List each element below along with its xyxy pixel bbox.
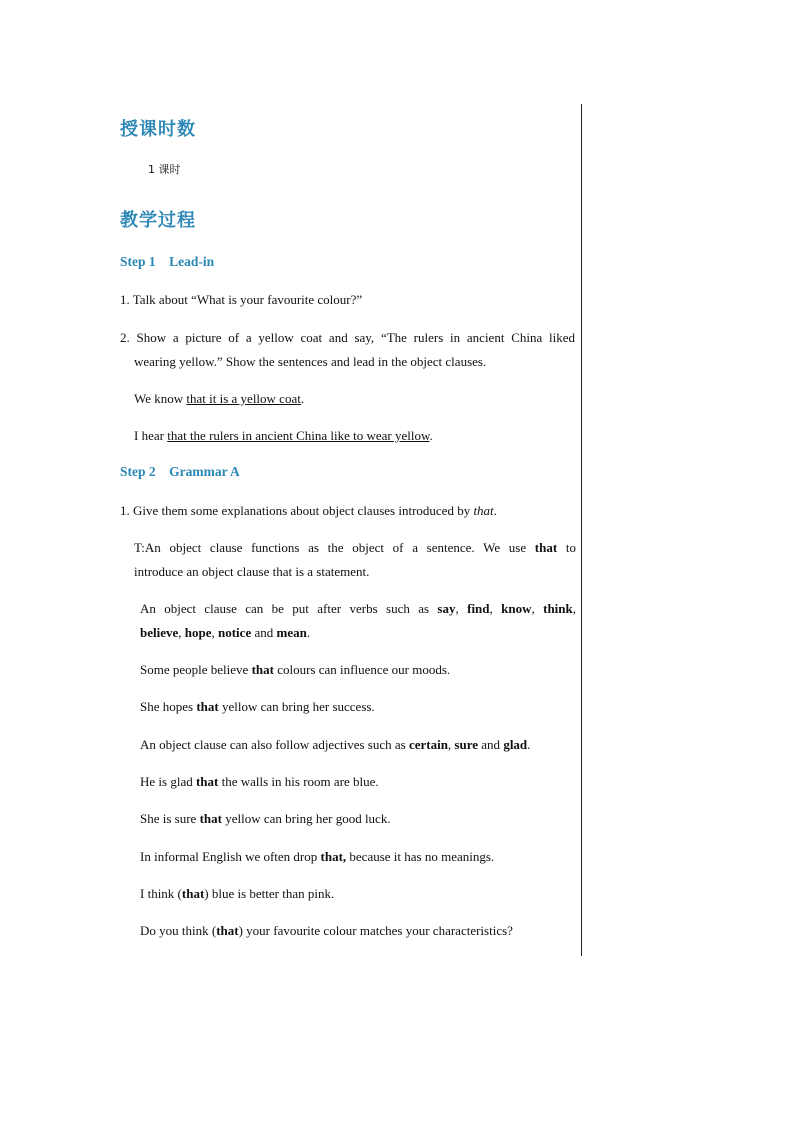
dot: . bbox=[527, 737, 531, 752]
verb-mean: mean bbox=[276, 625, 307, 640]
example-think bbox=[140, 882, 334, 906]
bold-that: that bbox=[196, 699, 219, 714]
underlined-clause: that it is a yellow coat bbox=[186, 391, 301, 406]
sep: , bbox=[447, 737, 455, 752]
verbs-line2 bbox=[140, 621, 310, 645]
verb-say: say bbox=[437, 601, 456, 616]
text: yellow can bring her success. bbox=[218, 699, 375, 714]
example-we-know bbox=[134, 387, 304, 411]
hours-value: 1 课时 bbox=[148, 163, 181, 176]
verb-think: think bbox=[543, 601, 573, 616]
sep: , bbox=[211, 625, 218, 640]
text: We know bbox=[134, 391, 187, 406]
text: colours can influence our moods. bbox=[273, 662, 451, 677]
step1-item2-line2: wearing yellow.” Show the sentences and lead in the object clauses. bbox=[134, 354, 487, 369]
text: the walls in his room are blue. bbox=[218, 774, 379, 789]
verb-hope: hope bbox=[184, 625, 212, 640]
text: . bbox=[493, 503, 497, 518]
step1-item1: 1. Talk about “What is your favourite colour?” bbox=[120, 292, 363, 307]
verb-find: find bbox=[467, 601, 490, 616]
example-believe bbox=[140, 658, 450, 682]
text: In informal English we often drop bbox=[140, 849, 321, 864]
bold-that: that bbox=[251, 662, 274, 677]
text: . bbox=[429, 428, 433, 443]
example-i-hear bbox=[134, 424, 433, 448]
text: I hear bbox=[134, 428, 168, 443]
text: He is glad bbox=[140, 774, 196, 789]
teacher-line2: introduce an object clause that is a statement. bbox=[134, 564, 370, 579]
adj-sure: sure bbox=[454, 737, 479, 752]
text: yellow can bring her good luck. bbox=[221, 811, 391, 826]
and: and bbox=[251, 625, 277, 640]
text: I think ( bbox=[140, 886, 182, 901]
adj-certain: certain bbox=[408, 737, 448, 752]
underlined-clause: that the rulers in ancient China like to wear yellow bbox=[167, 428, 430, 443]
bold-that: that bbox=[181, 886, 205, 901]
verb-believe: believe bbox=[140, 625, 179, 640]
informal-note bbox=[140, 845, 494, 869]
and: and bbox=[478, 737, 504, 752]
text: because it has no meanings. bbox=[346, 849, 495, 864]
verb-notice: notice bbox=[218, 625, 252, 640]
text: ) your favourite colour matches your characteristics? bbox=[238, 923, 513, 938]
example-hope bbox=[140, 695, 375, 719]
text: An object clause can be put after verbs such as bbox=[140, 601, 438, 616]
teacher-line1 bbox=[134, 536, 576, 560]
sep: , bbox=[455, 601, 468, 616]
text: She is sure bbox=[140, 811, 200, 826]
example-sure bbox=[140, 807, 391, 831]
adjectives-line bbox=[140, 733, 530, 757]
margin-rule bbox=[581, 104, 582, 956]
text: T:An object clause functions as the object of a sentence. We use bbox=[134, 540, 535, 555]
adj-glad: glad bbox=[503, 737, 528, 752]
step2-heading: Step 2 Grammar A bbox=[120, 464, 240, 479]
bold-word: that bbox=[534, 540, 558, 555]
bold-that: that bbox=[216, 923, 239, 938]
step1-item2-line1: 2. Show a picture of a yellow coat and say, “The rulers in ancient China liked bbox=[120, 330, 575, 345]
text: to bbox=[557, 540, 576, 555]
text: An object clause can also follow adjectives such as bbox=[140, 737, 409, 752]
example-question bbox=[140, 919, 513, 943]
step1-heading: Step 1 Lead-in bbox=[120, 254, 215, 269]
emphasis: that bbox=[473, 503, 494, 518]
step2-item1 bbox=[120, 499, 497, 523]
example-glad bbox=[140, 770, 379, 794]
sep: , bbox=[531, 601, 544, 616]
text: . bbox=[300, 391, 305, 406]
dot: . bbox=[306, 625, 311, 640]
bold-that: that bbox=[199, 811, 222, 826]
text: Do you think ( bbox=[140, 923, 217, 938]
section-title-process: 教学过程 bbox=[120, 210, 196, 231]
section-title-hours: 授课时数 bbox=[120, 119, 196, 140]
bold-that: that bbox=[195, 774, 219, 789]
verbs-line1 bbox=[140, 597, 576, 621]
text: Some people believe bbox=[140, 662, 252, 677]
text: She hopes bbox=[140, 699, 197, 714]
text: ) blue is better than pink. bbox=[204, 886, 335, 901]
verb-know: know bbox=[501, 601, 532, 616]
sep: , bbox=[489, 601, 502, 616]
sep: , bbox=[178, 625, 185, 640]
sep: , bbox=[572, 601, 577, 616]
text: 1. Give them some explanations about object clauses introduced by bbox=[120, 503, 474, 518]
bold-that: that, bbox=[320, 849, 347, 864]
